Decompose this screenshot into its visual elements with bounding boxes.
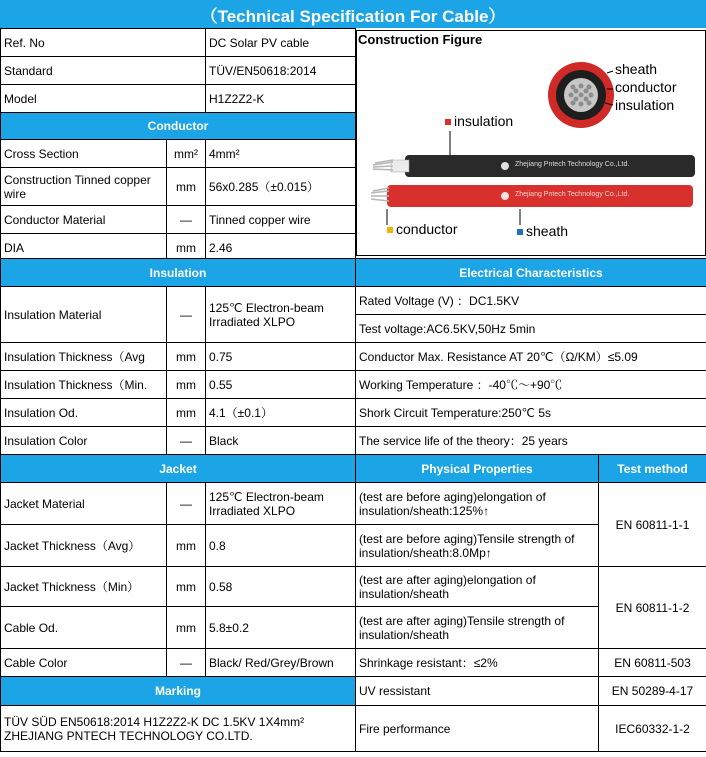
insulation-material-label: Insulation Material [1,287,167,343]
standard-value: TÜV/EN50618:2014 [206,57,356,85]
working-temperature: Working Temperature ：-40℃～+90℃ [356,371,706,399]
physical-table [355,454,706,752]
insulation-thickness-avg-label: Insulation Thickness（Avg [1,343,167,371]
cable-od-label: Cable Od. [1,607,167,649]
jacket-material-unit: — [167,483,206,525]
figure-title: Construction Figure [358,32,483,47]
dia-unit: mm [167,234,206,262]
cable-print-black: Zhejiang Pntech Technology Co.,Ltd. [515,161,630,168]
label-sheath-bottom: sheath [517,223,568,239]
construction-value: 56x0.285（±0.015） [206,168,356,206]
insulation-material-unit: — [167,287,206,343]
insulation-material-value: 125℃ Electron-beam Irradiated XLPO [206,287,356,343]
jacket-table [0,454,356,752]
cross-section-value: 4mm² [206,140,356,168]
method-en-60811-1-1: EN 60811-1-1 [599,483,706,567]
insulation-header: Insulation [1,259,356,287]
cross-section-unit: mm² [167,140,206,168]
marking-text: TÜV SÜD EN50618:2014 H1Z2Z2-K DC 1.5KV 1X4mm² ZHEJIANG PNTECH TECHNOLOGY CO.LTD. [1,706,356,752]
cable-color-unit: — [167,649,206,677]
insulation-od-unit: mm [167,399,206,427]
tensile-after-aging: (test are after aging)Tensile strength of insulation/sheath [356,607,599,649]
conductor-header: Conductor [1,113,356,140]
elongation-after-aging: (test are after aging)elongation of insulation/sheath [356,567,599,607]
ref-no-label: Ref. No [1,29,206,57]
label-conductor-top: conductor [615,79,677,95]
construction-label: Construction Tinned copper wire [1,168,167,206]
uv-resistant-method: EN 50289-4-17 [599,677,706,706]
test-voltage: Test voltage:AC6.5KV,50Hz 5min [356,315,706,343]
conductor-resistance: Conductor Max. Resistance AT 20℃（Ω/KM）≤5.09 [356,343,706,371]
rated-voltage: Rated Voltage (V) ：DC1.5KV [356,287,706,315]
insulation-table [0,258,356,455]
jacket-thickness-min-label: Jacket Thickness（Min） [1,567,167,607]
label-sheath-top: sheath [615,61,658,77]
uv-resistant-label: UV ressistant [356,677,599,706]
conductor-material-value: Tinned copper wire [206,206,356,234]
ref-no-value: DC Solar PV cable [206,29,356,57]
dia-label: DIA [1,234,167,262]
jacket-thickness-avg-value: 0.8 [206,525,356,567]
test-method-header: Test method [599,455,706,483]
physical-header: Physical Properties [356,455,599,483]
label-conductor-bottom: conductor [387,221,457,237]
jacket-material-value: 125℃ Electron-beam Irradiated XLPO [206,483,356,525]
jacket-thickness-min-value: 0.58 [206,567,356,607]
tensile-before-aging: (test are before aging)Tensile strength of insulation/sheath:8.0Mp↑ [356,525,599,567]
jacket-thickness-avg-unit: mm [167,525,206,567]
fire-performance-method: IEC60332-1-2 [599,706,706,752]
jacket-material-label: Jacket Material [1,483,167,525]
construction-figure [356,30,706,256]
insulation-od-value: 4.1（±0.1） [206,399,356,427]
conductor-material-label: Conductor Material [1,206,167,234]
jacket-header: Jacket [1,455,356,483]
model-value: H1Z2Z2-K [206,85,356,113]
jacket-thickness-avg-label: Jacket Thickness（Avg） [1,525,167,567]
cable-print-red: Zhejiang Pntech Technology Co.,Ltd. [515,191,630,198]
insulation-color-unit: — [167,427,206,455]
general-conductor-table [0,28,356,262]
cable-od-value: 5.8±0.2 [206,607,356,649]
fire-performance-label: Fire performance [356,706,599,752]
insulation-thickness-avg-unit: mm [167,343,206,371]
standard-label: Standard [1,57,206,85]
service-life: The service life of the theory：25 years [356,427,706,455]
cross-section-label: Cross Section [1,140,167,168]
elongation-before-aging: (test are before aging)elongation of insulation/sheath:125%↑ [356,483,599,525]
red-marker-icon [445,119,451,125]
dia-value: 2.46 [206,234,356,262]
insulation-thickness-min-value: 0.55 [206,371,356,399]
construction-unit: mm [167,168,206,206]
cable-color-label: Cable Color [1,649,167,677]
shrinkage-resistant: Shrinkage resistant：≤2% [356,649,599,677]
insulation-color-label: Insulation Color [1,427,167,455]
method-en-60811-503: EN 60811-503 [599,649,706,677]
cable-color-value: Black/ Red/Grey/Brown [206,649,356,677]
yellow-marker-icon [387,227,393,233]
insulation-thickness-min-label: Insulation Thickness（Min. [1,371,167,399]
marking-header: Marking [1,677,356,706]
insulation-thickness-avg-value: 0.75 [206,343,356,371]
short-circuit-temperature: Shork Circuit Temperature:250℃ 5s [356,399,706,427]
insulation-color-value: Black [206,427,356,455]
label-insulation-top: insulation [615,97,675,113]
blue-marker-icon [517,229,523,235]
electrical-table [355,258,706,455]
insulation-thickness-min-unit: mm [167,371,206,399]
page-title: （Technical Specification For Cable） [0,0,706,28]
label-insulation-mid: insulation [445,113,513,129]
conductor-material-unit: — [167,206,206,234]
insulation-od-label: Insulation Od. [1,399,167,427]
electrical-header: Electrical Characteristics [356,259,706,287]
jacket-thickness-min-unit: mm [167,567,206,607]
method-en-60811-1-2: EN 60811-1-2 [599,567,706,649]
model-label: Model [1,85,206,113]
cable-od-unit: mm [167,607,206,649]
